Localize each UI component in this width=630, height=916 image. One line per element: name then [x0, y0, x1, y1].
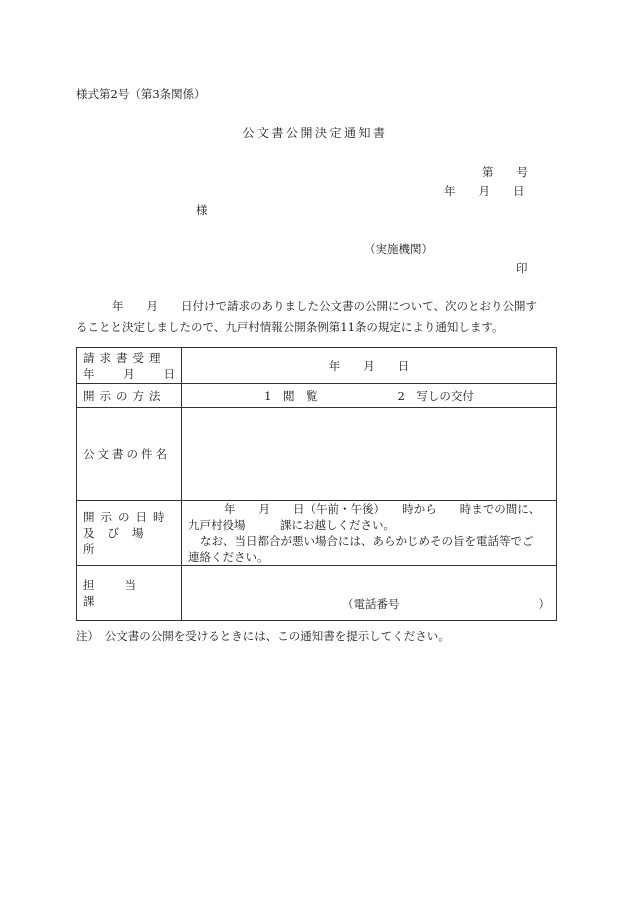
department-label — [77, 566, 182, 621]
agency-label: （実施機関） — [364, 242, 433, 256]
receipt-label — [77, 348, 182, 384]
table-row — [77, 566, 557, 621]
receipt-label-month: 月 — [123, 366, 135, 381]
document-date: 年 月 日 — [444, 184, 525, 198]
schedule-label — [77, 501, 182, 566]
form-number: 様式第2号（第3条関係） — [76, 87, 206, 101]
schedule-line-3: なお、当日都合が悪い場合には、あらかじめその旨を電話等でご — [200, 534, 534, 548]
table-row — [77, 384, 557, 408]
document-number: 第 号 — [482, 165, 528, 179]
phone-close: ） — [538, 597, 550, 611]
table-row — [77, 348, 557, 384]
decision-table — [76, 347, 557, 621]
phone-open: （電話番号 — [342, 597, 400, 611]
body-line-1: 年 月 日付けで請求のありました公文書の公開について、次のとおり公開す — [112, 299, 538, 313]
table-row — [77, 501, 557, 566]
schedule-line-1: 年 月 日（午前・午後） 時から 時までの間に、 — [224, 502, 541, 516]
schedule-label-line-1: 開示の日時 — [83, 510, 171, 524]
method-label — [77, 384, 182, 408]
department-field[interactable] — [182, 566, 557, 621]
document-title: 公文書公開決定通知書 — [242, 126, 388, 140]
method-field — [182, 384, 557, 408]
body-line-2: ることと決定しましたので、九戸村情報公開条例第11条の規定により通知します。 — [76, 320, 504, 334]
receipt-label-line-2 — [83, 366, 175, 382]
receipt-label-line-1 — [83, 350, 175, 366]
title-label — [77, 408, 182, 501]
document-title-field[interactable] — [182, 408, 557, 501]
method-option-copy[interactable]: 2 写しの交付 — [397, 388, 474, 403]
receipt-label-year: 年 — [83, 366, 95, 381]
schedule-line-2: 九戸村役場 課にお越しください。 — [188, 518, 395, 532]
department-label-text: 担当課 — [83, 578, 166, 608]
receipt-label-text: 請求書受理 — [83, 350, 166, 365]
schedule-label-line-2: 及び場所 — [83, 526, 157, 556]
receipt-label-day: 日 — [163, 366, 175, 381]
table-row — [77, 408, 557, 501]
schedule-line-4: 連絡ください。 — [188, 550, 269, 564]
method-label-text: 開示の方法 — [83, 388, 166, 403]
notice-body — [76, 296, 558, 338]
schedule-field[interactable] — [182, 501, 557, 566]
phone-number-field — [188, 596, 550, 612]
footer-note: 注） 公文書の公開を受けるときには、この通知書を提示してください。 — [76, 629, 450, 643]
method-option-view[interactable]: 1 閲 覧 — [264, 388, 318, 403]
receipt-date-field[interactable]: 年 月 日 — [182, 348, 557, 384]
seal-mark: 印 — [516, 261, 528, 275]
addressee: 様 — [196, 203, 208, 217]
title-label-text: 公文書の件名 — [83, 447, 170, 461]
